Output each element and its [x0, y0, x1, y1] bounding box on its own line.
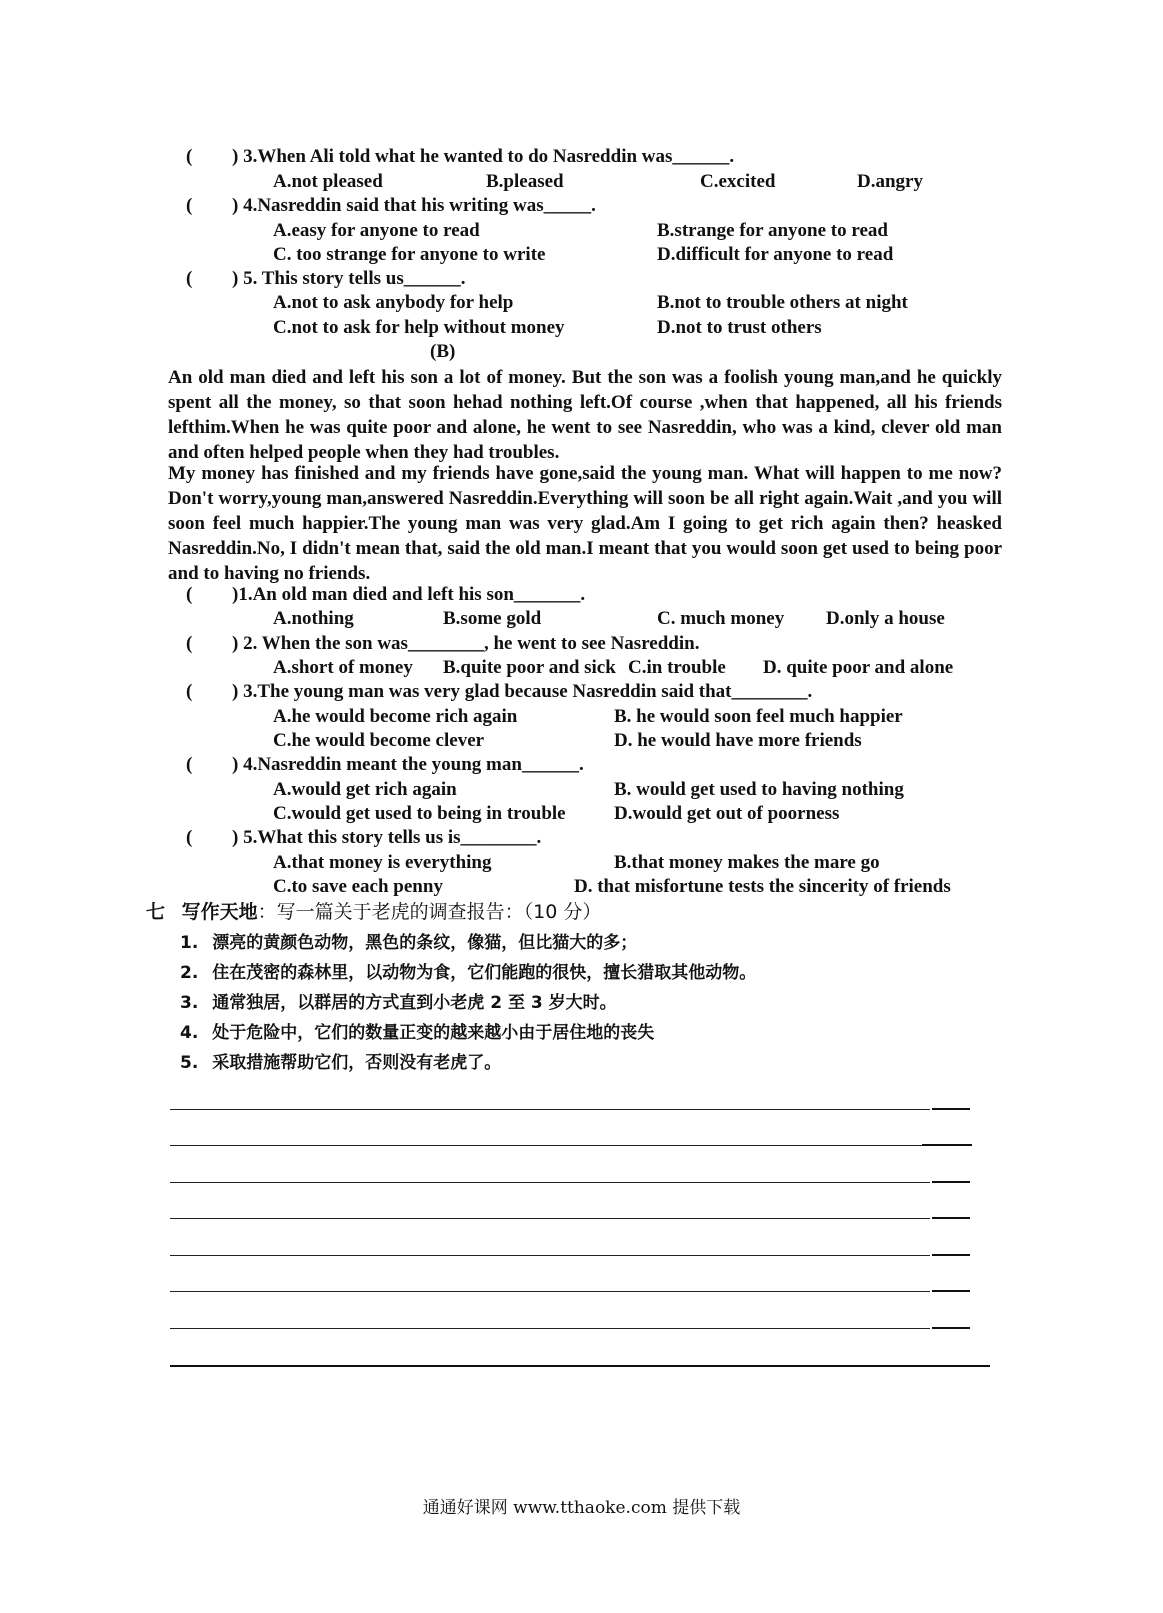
- option-d: D.only a house: [826, 608, 945, 629]
- option-c: C.in trouble: [628, 657, 726, 678]
- question-stem: 4.Nasreddin said that his writing was_____.: [243, 195, 596, 216]
- writing-line[interactable]: [170, 1145, 922, 1146]
- option-b: B.quite poor and sick: [443, 657, 616, 678]
- option-b: B.some gold: [443, 608, 542, 629]
- option-d: D. he would have more friends: [614, 730, 862, 751]
- point-number: 4.: [180, 1023, 199, 1043]
- option-d: D.difficult for anyone to read: [657, 244, 894, 265]
- question-text: ) 3.When Ali told what he wanted to do Nasreddin was______.: [232, 146, 735, 167]
- option-b: B. he would soon feel much happier: [614, 706, 903, 727]
- section-number: 七: [146, 901, 166, 923]
- option-b: B.not to trouble others at night: [657, 292, 908, 313]
- question-text: ) 2. When the son was________, he went to see Nasreddin.: [232, 633, 700, 654]
- option-a: A.nothing: [273, 608, 354, 629]
- option-c: C.he would become clever: [273, 730, 485, 751]
- option-a: A.he would become rich again: [273, 706, 518, 727]
- answer-paren: (: [186, 584, 193, 605]
- writing-line-end: [922, 1144, 972, 1146]
- option-d: D.would get out of poorness: [614, 803, 840, 824]
- question-text: ) 4.Nasreddin said that his writing was_____.: [232, 195, 596, 216]
- point-text: 采取措施帮助它们，否则没有老虎了。: [212, 1053, 502, 1073]
- writing-point: [180, 931, 637, 955]
- option-c: C. too strange for anyone to write: [273, 244, 546, 265]
- passage-paragraph: An old man died and left his son a lot of money. But the son was a foolish young man,and he quickly spent all the money, so that soon hehad nothing left.Of course ,when that happened, all his friends lefthim.When he was quite poor and alone, he went to see Nasreddin, who was a kind, clever old man and often helped people when they had troubles.: [168, 367, 1002, 463]
- option-b: B.pleased: [486, 171, 564, 192]
- answer-paren: (: [186, 754, 193, 775]
- option-a: A.not to ask anybody for help: [273, 292, 514, 313]
- writing-line-end: [932, 1290, 970, 1292]
- writing-line[interactable]: [170, 1182, 930, 1183]
- writing-section-title: [146, 900, 601, 924]
- writing-line[interactable]: [170, 1218, 930, 1219]
- option-d: D.not to trust others: [657, 317, 822, 338]
- option-a: A.would get rich again: [273, 779, 457, 800]
- question-text: ) 4.Nasreddin meant the young man______.: [232, 754, 584, 775]
- answer-paren: (: [186, 146, 193, 167]
- writing-point: [180, 1051, 501, 1075]
- answer-paren: (: [186, 681, 193, 702]
- option-c: C.not to ask for help without money: [273, 317, 565, 338]
- writing-line[interactable]: [170, 1365, 990, 1367]
- point-text: 通常独居，以群居的方式直到小老虎 2 至 3 岁大时。: [212, 993, 617, 1013]
- writing-line-end: [932, 1108, 970, 1110]
- option-a: A.short of money: [273, 657, 413, 678]
- writing-point: [180, 991, 617, 1015]
- option-c: C.would get used to being in trouble: [273, 803, 566, 824]
- option-c: C.to save each penny: [273, 876, 443, 897]
- option-a: A.that money is everything: [273, 852, 492, 873]
- section-prompt: ：写一篇关于老虎的调查报告：（10 分）: [257, 901, 602, 923]
- point-number: 2.: [180, 963, 199, 983]
- point-number: 1.: [180, 933, 199, 953]
- option-c: C.excited: [700, 171, 776, 192]
- point-number: 3.: [180, 993, 199, 1013]
- writing-line[interactable]: [170, 1109, 930, 1110]
- option-a: A.easy for anyone to read: [273, 220, 480, 241]
- option-d: D.angry: [857, 171, 923, 192]
- writing-line[interactable]: [170, 1291, 930, 1292]
- page-footer: 通通好课网 www.tthaoke.com 提供下载: [422, 1498, 741, 1518]
- section-title: 写作天地: [181, 901, 258, 923]
- answer-paren: (: [186, 195, 193, 216]
- question-stem: 3.When Ali told what he wanted to do Nasreddin was______.: [243, 146, 735, 167]
- point-text: 住在茂密的森林里，以动物为食，它们能跑的很快，擅长猎取其他动物。: [212, 963, 757, 983]
- option-a: A.not pleased: [273, 171, 383, 192]
- question-text: ) 5. This story tells us______.: [232, 268, 466, 289]
- writing-line[interactable]: [170, 1255, 930, 1256]
- option-c: C. much money: [657, 608, 785, 629]
- answer-paren: (: [186, 268, 193, 289]
- point-text: 漂亮的黄颜色动物，黑色的条纹，像猫，但比猫大的多；: [212, 933, 638, 953]
- question-text: ) 3.The young man was very glad because Nasreddin said that________.: [232, 681, 813, 702]
- option-b: B. would get used to having nothing: [614, 779, 904, 800]
- question-text: )1.An old man died and left his son_______.: [232, 584, 586, 605]
- question-text: ) 5.What this story tells us is________.: [232, 827, 542, 848]
- passage-paragraph: My money has finished and my friends have gone,said the young man. What will happen to me now?Don't worry,young man,answered Nasreddin.Everything will soon be all right again.Wait ,and you will soon feel much happier.The young man was very glad.Am I going to get rich again then? heasked Nasreddin.No, I didn't mean that, said the old man.I meant that you would soon get used to being poor and to having no friends.: [168, 463, 1002, 584]
- writing-line-end: [932, 1181, 970, 1183]
- writing-point: [180, 961, 756, 985]
- option-b: B.that money makes the mare go: [614, 852, 880, 873]
- option-b: B.strange for anyone to read: [657, 220, 888, 241]
- answer-paren: (: [186, 633, 193, 654]
- writing-line-end: [932, 1327, 970, 1329]
- section-heading: (B): [430, 341, 456, 362]
- option-d: D. quite poor and alone: [763, 657, 954, 678]
- writing-line[interactable]: [170, 1328, 930, 1329]
- writing-line-end: [932, 1254, 970, 1256]
- writing-line-end: [932, 1217, 970, 1219]
- option-d: D. that misfortune tests the sincerity of friends: [574, 876, 951, 897]
- writing-point: [180, 1021, 654, 1045]
- point-number: 5.: [180, 1053, 199, 1073]
- point-text: 处于危险中，它们的数量正变的越来越小由于居住地的丧失: [212, 1023, 655, 1043]
- answer-paren: (: [186, 827, 193, 848]
- question-stem: 5. This story tells us______.: [243, 268, 466, 289]
